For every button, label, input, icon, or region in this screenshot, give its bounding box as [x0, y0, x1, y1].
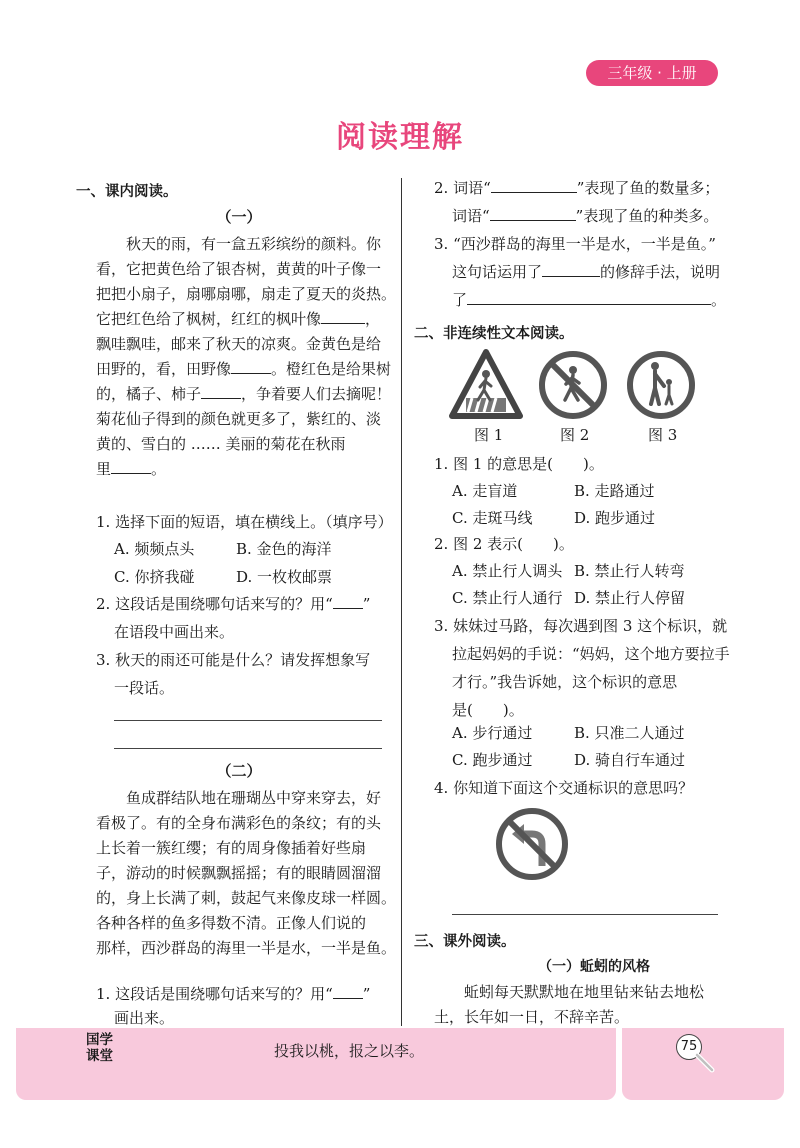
option-b[interactable]: B. 走路通过	[574, 482, 655, 500]
passage-line: 看极了。有的全身布满彩色的条纹；有的头	[96, 814, 382, 832]
passage-line: 菊花仙子得到的颜色就更多了，紫红的、淡	[96, 410, 382, 428]
fill-blank[interactable]	[542, 262, 600, 277]
passage-text: ，争着要人们去摘呢！	[241, 385, 392, 403]
question-text: 的修辞手法，说明	[600, 263, 721, 281]
fill-blank[interactable]	[231, 359, 271, 374]
passage-line: 黄的、雪白的 …… 美丽的菊花在秋雨	[96, 435, 346, 453]
passage-line	[96, 457, 396, 482]
passage-text: 它把红色给了枫树，红红的枫叶像	[96, 310, 322, 328]
question-text: 1. 这段话是围绕哪句话来写的？用“	[96, 985, 333, 1003]
part3-title: （一）蚯蚓的风格	[538, 959, 650, 975]
passage-line: 那样，西沙群岛的海里一半是水，一半是鱼。	[96, 939, 397, 957]
option-a[interactable]: A. 走盲道	[452, 482, 518, 500]
option-c[interactable]: C. 禁止行人通行	[452, 589, 563, 607]
column-divider	[401, 178, 402, 1026]
question-s2-2: 2. 图 2 表示( )。	[434, 535, 574, 553]
option-a[interactable]: A. 步行通过	[452, 724, 533, 742]
question-text: 2. 这段话是围绕哪句话来写的？用“	[96, 595, 333, 613]
passage-text: 田野的，看，田野像	[96, 360, 232, 378]
question-text: ”	[362, 595, 371, 613]
option-c[interactable]: C. 你挤我碰	[114, 568, 195, 586]
page-title: 阅读理解	[336, 120, 464, 155]
magnifier-icon	[694, 1052, 716, 1074]
passage-line: 秋天的雨，有一盒五彩缤纷的颜料。你	[96, 235, 382, 253]
section2-heading: 二、非连续性文本阅读。	[414, 326, 574, 342]
question-s2-1: 1. 图 1 的意思是( )。	[434, 455, 604, 473]
caption-fig3: 图 3	[648, 426, 678, 444]
passage-text: 里	[96, 460, 112, 478]
sign-no-pedestrian-icon	[538, 350, 608, 420]
passage-line: 鱼成群结队地在珊瑚丛中穿来穿去，好	[96, 789, 382, 807]
question-2-2	[434, 176, 719, 201]
question-text: 。	[711, 291, 727, 309]
passage-1	[96, 232, 396, 482]
question-s2-3	[434, 614, 730, 723]
section1-heading: 一、课内阅读。	[76, 184, 178, 200]
mark-blank[interactable]	[333, 594, 363, 609]
caption-fig2: 图 2	[560, 426, 590, 444]
question-text: 词语“	[452, 207, 490, 225]
passage-line: 看，它把黄色给了银杏树，黄黄的叶子像一	[96, 260, 382, 278]
caption-fig1: 图 1	[474, 426, 504, 444]
option-c[interactable]: C. 跑步通过	[452, 751, 533, 769]
mark-blank[interactable]	[333, 984, 363, 999]
sign-crosswalk-icon	[448, 348, 524, 420]
fill-blank[interactable]	[201, 384, 241, 399]
question-line: 3. 妹妹过马路，每次遇到图 3 这个标识，就	[434, 617, 728, 635]
option-d[interactable]: D. 骑自行车通过	[574, 751, 686, 769]
passage-line: 上长着一簇红缨；有的周身像插着好些扇	[96, 839, 367, 857]
question-1-1: 1. 选择下面的短语，填在横线上。（填序号）	[96, 513, 393, 531]
passage-line: 的，身上长满了刺，鼓起气来像皮球一样圆。	[96, 889, 397, 907]
fill-blank[interactable]	[491, 178, 577, 193]
question-text: 2. 词语“	[434, 179, 491, 197]
option-b[interactable]: B. 只准二人通过	[574, 724, 685, 742]
question-line: 才行。”我告诉她，这个标识的意思	[452, 673, 678, 691]
answer-line[interactable]	[114, 720, 382, 721]
brand-line: 课堂	[86, 1048, 113, 1064]
option-b[interactable]: B. 金色的海洋	[236, 540, 332, 558]
question-text: ”表现了鱼的种类多。	[575, 207, 719, 225]
passage-line: 飘哇飘哇，邮来了秋天的凉爽。金黄色是给	[96, 335, 382, 353]
passage-line	[96, 307, 396, 332]
fill-blank[interactable]	[490, 206, 576, 221]
passage-line: 各种各样的鱼多得数不清。正像人们说的	[96, 914, 367, 932]
question-text: 这句话运用了	[452, 263, 543, 281]
option-c[interactable]: C. 走斑马线	[452, 509, 533, 527]
passage-2	[96, 786, 396, 961]
passage-line: 土，长年如一日，不辞辛苦。	[434, 1008, 630, 1026]
question-text: ”表现了鱼的数量多；	[576, 179, 720, 197]
question-1-3: 3. 秋天的雨还可能是什么？请发挥想象写	[96, 651, 371, 669]
question-1-2	[96, 592, 370, 617]
passage-line: 把把小扇子，扇哪扇哪，扇走了夏天的炎热。	[96, 285, 397, 303]
sign-no-left-turn-icon	[496, 808, 568, 880]
passage-text: 。橙红色是给果树	[271, 360, 392, 378]
option-d[interactable]: D. 禁止行人停留	[574, 589, 686, 607]
question-line: 拉起妈妈的手说：“妈妈，这个地方要拉手	[452, 645, 730, 663]
question-1-3-cont: 一段话。	[114, 679, 175, 697]
question-text: 了	[452, 291, 468, 309]
answer-line[interactable]	[114, 748, 382, 749]
part2-title: （二）	[216, 762, 262, 780]
question-2-3-cont	[452, 260, 720, 285]
passage-text: 的，橘子、柿子	[96, 385, 202, 403]
option-a[interactable]: A. 禁止行人调头	[452, 562, 563, 580]
fill-blank[interactable]	[467, 290, 711, 305]
brand-logo	[86, 1032, 113, 1064]
brand-line: 国学	[86, 1032, 113, 1048]
question-line: 是( )。	[452, 701, 524, 719]
option-d[interactable]: D. 跑步通过	[574, 509, 656, 527]
passage-line: 蚯蚓每天默默地在地里钻来钻去地松	[434, 983, 705, 1001]
option-d[interactable]: D. 一枚枚邮票	[236, 568, 333, 586]
answer-line[interactable]	[452, 914, 718, 915]
passage-3	[434, 980, 704, 1030]
question-2-2-cont	[452, 204, 718, 229]
question-2-1	[96, 982, 370, 1007]
footer-quote: 投我以桃，报之以李。	[274, 1042, 425, 1060]
question-text: ”	[362, 985, 371, 1003]
fill-blank[interactable]	[111, 459, 151, 474]
question-2-1-cont: 画出来。	[114, 1009, 175, 1027]
passage-line: 子，游动的时候飘飘摇摇；有的眼睛圆溜溜	[96, 864, 382, 882]
passage-line	[96, 357, 396, 382]
page-number: 75	[676, 1034, 702, 1060]
option-b[interactable]: B. 禁止行人转弯	[574, 562, 685, 580]
question-2-3: 3. “西沙群岛的海里一半是水，一半是鱼。”	[434, 235, 716, 253]
passage-text: 。	[151, 460, 167, 478]
sign-walk-with-child-icon	[626, 350, 696, 420]
section3-heading: 三、课外阅读。	[414, 934, 516, 950]
question-s2-4: 4. 你知道下面这个交通标识的意思吗？	[434, 779, 694, 797]
grade-badge: 三年级 · 上册	[586, 60, 718, 86]
part1-title: （一）	[216, 208, 262, 226]
question-1-2-cont: 在语段中画出来。	[114, 623, 235, 641]
passage-line	[96, 382, 396, 407]
question-2-3-cont2	[452, 288, 726, 313]
passage-text: ，	[365, 310, 381, 328]
option-a[interactable]: A. 频频点头	[114, 540, 195, 558]
fill-blank[interactable]	[321, 309, 365, 324]
